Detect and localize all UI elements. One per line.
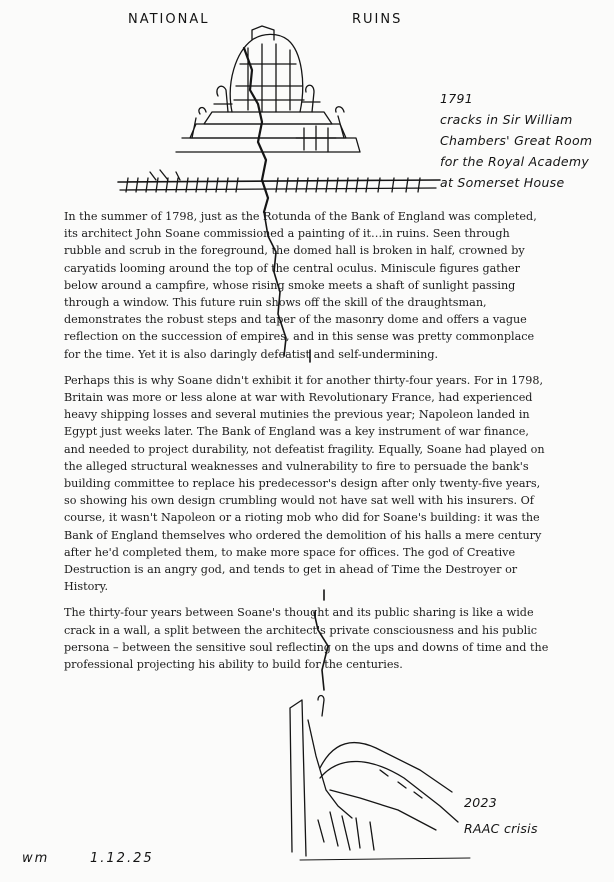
header-national-label: NATIONAL [128, 12, 210, 27]
annotation-year: 1791 [440, 91, 474, 106]
annotation-line: Chambers' Great Room [440, 133, 593, 148]
annotation-line: at Somerset House [440, 175, 565, 190]
annotation-line: cracks in Sir William [440, 112, 573, 127]
header-ruins-label: RUINS [352, 12, 403, 27]
essay-paragraph-2: Perhaps this is why Soane didn't exhibit it for another thirty-four years. For in 1798, Britain was more or less alone at war with Revolutionary France, had experienced heavy shipping losses and several mutinies the previous year; Napoleon landed in Egypt just weeks later. The Bank of England was a key instrument of war finance, and needed to project durability, not defeatist fragility. Equally, Soane had played on the alleged structural weaknesses and vulnerability to fire to persuade the bank's building committee to replace his predecessor's design after only twenty-five years, so showing his own design crumbling would not have sat well with his insurers. Of course, it wasn't Napoleon or a rioting mob who did for Soane's building: it was the Bank of England themselves who ordered the demolition of his halls a mere century after he'd completed them, to make more space for offices. The god of Creative Destruction is an angry god, and tends to get in ahead of Time the Destroyer or History. [64, 373, 545, 594]
essay-paragraph-3: The thirty-four years between Soane's thought and its public sharing is like a wide crack in a wall, a split between the architect's private consciousness and his public persona – between the sensitive soul reflecting on the ups and downs of time and the professional projecting his ability to build for the centuries. [64, 606, 549, 672]
footer-date: 1.12.25 [90, 851, 154, 866]
annotation-line: for the Royal Academy [440, 154, 590, 169]
footer-initials: wm [22, 851, 50, 866]
bottom-annotation-label: RAAC crisis [464, 821, 538, 836]
essay-paragraph-1: In the summer of 1798, just as the Rotunda of the Bank of England was completed, its architect John Soane commissioned a painting of it…in ruins. Seen through rubble and scrub in the foreground, the domed hall is broken in half, crowned by caryatids looming around the top of the central oculus. Miniscule figures gather below around a campfire, whose rising smoke meets a shaft of sunlight passing through a window. This future ruin shows off the skill of the draughtsman, demonstrates the robust steps and taper of the masonry dome and offers a vague reflection on the succession of empires, and in this sense was pretty commonplace for the time. Yet it is also daringly defeatist and self-undermining. [64, 210, 537, 361]
bottom-annotation-year: 2023 [464, 795, 498, 810]
